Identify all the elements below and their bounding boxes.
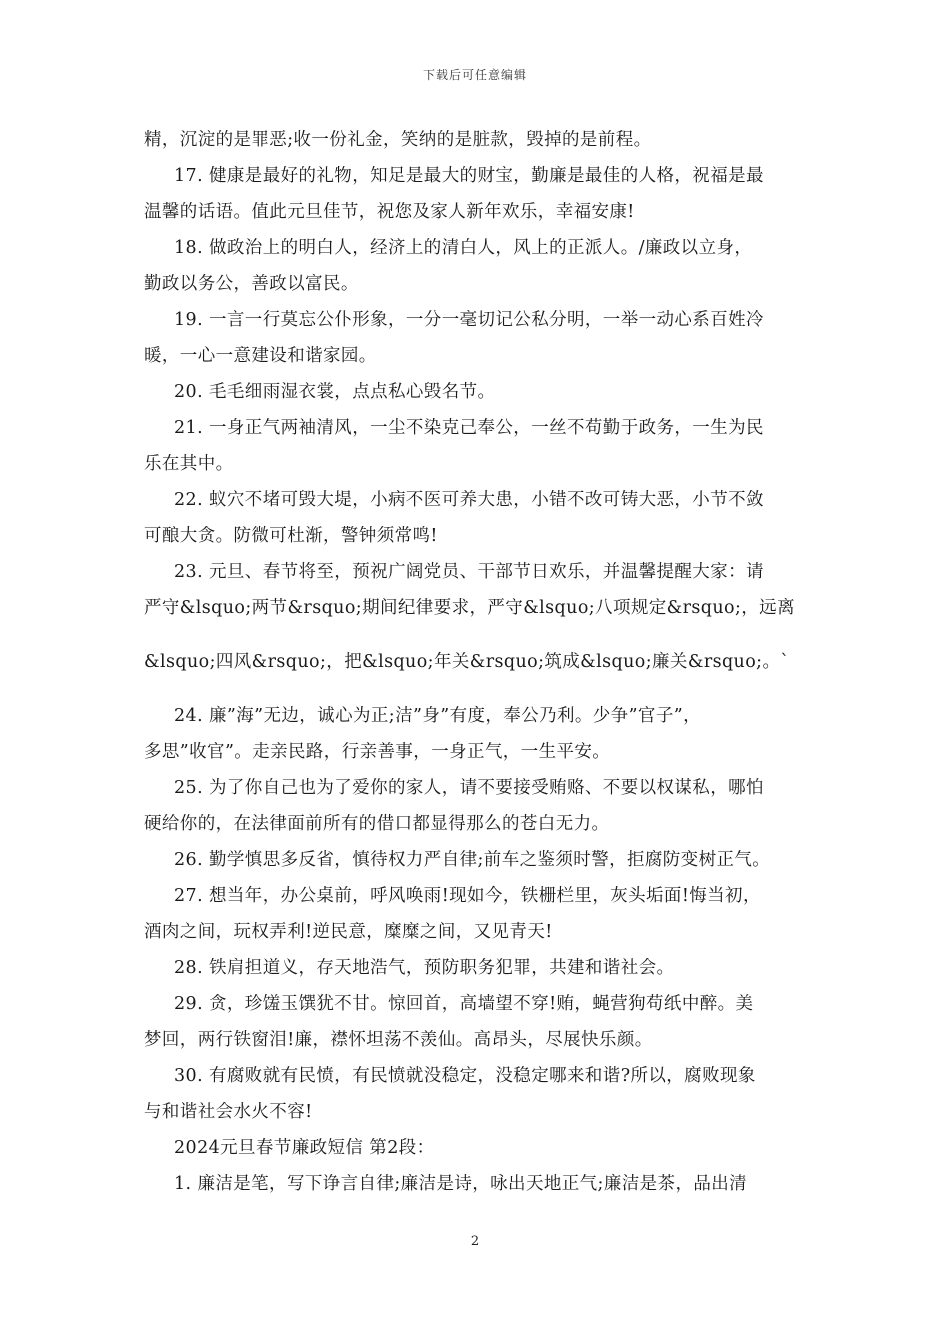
list-item-23-line-3: &lsquo;四风&rsquo;，把&lsquo;年关&rsquo;筑成&lsquo;廉关&rsquo;。`: [144, 652, 790, 672]
list-item-30-line-2: 与和谐社会水火不容!: [144, 1102, 313, 1122]
list-item-1-line-1: 1. 廉洁是笔，写下诤言自律;廉洁是诗，咏出天地正气;廉洁是茶，品出清: [174, 1174, 748, 1194]
list-item-21-line-1: 21. 一身正气两袖清风，一尘不染克己奉公，一丝不苟勤于政务，一生为民: [174, 418, 764, 438]
list-item-30-line-1: 30. 有腐败就有民愤，有民愤就没稳定，没稳定哪来和谐?所以，腐败现象: [174, 1066, 756, 1086]
list-item-22-line-1: 22. 蚁穴不堵可毁大堤，小病不医可养大患，小错不改可铸大恶，小节不敛: [174, 490, 764, 510]
list-item-22-line-2: 可酿大贪。防微可杜渐，警钟须常鸣!: [144, 526, 438, 546]
list-item-29-line-1: 29. 贪，珍馐玉馔犹不甘。惊回首，高墙望不穿!贿，蝇营狗苟纸中醉。美: [174, 994, 754, 1014]
list-item-18-line-1: 18. 做政治上的明白人，经济上的清白人，风上的正派人。/廉政以立身，: [174, 238, 753, 258]
list-item-21-line-2: 乐在其中。: [144, 454, 234, 474]
list-item-27-line-2: 酒肉之间，玩权弄利!逆民意，糜糜之间，又见青天!: [144, 922, 553, 942]
page-number: 2: [470, 1234, 480, 1249]
list-item-23-line-2: 严守&lsquo;两节&rsquo;期间纪律要求，严守&lsquo;八项规定&rsquo;，远离: [144, 598, 795, 618]
list-item-20: 20. 毛毛细雨湿衣裳，点点私心毁名节。: [174, 382, 496, 402]
list-item-23-line-1: 23. 元旦、春节将至，预祝广阔党员、干部节日欢乐，并温馨提醒大家：请: [174, 562, 764, 582]
list-item-25-line-1: 25. 为了你自己也为了爱你的家人，请不要接受贿赂、不要以权谋私，哪怕: [174, 778, 764, 798]
document-body: [144, 122, 810, 1202]
list-item-25-line-2: 硬给你的，在法律面前所有的借口都显得那么的苍白无力。: [144, 814, 610, 834]
list-item-19-line-2: 暖，一心一意建设和谐家园。: [144, 346, 377, 366]
list-item-19-line-1: 19. 一言一行莫忘公仆形象，一分一毫切记公私分明，一举一动心系百姓冷: [174, 310, 764, 330]
list-item-24-line-1: 24. 廉”海”无边，诚心为正;洁”身”有度，奉公乃利。少争”官子”，: [174, 706, 701, 726]
list-item-26: 26. 勤学慎思多反省，慎待权力严自律;前车之鉴须时警，拒腐防变树正气。: [174, 850, 771, 870]
list-item-28: 28. 铁肩担道义，存天地浩气，预防职务犯罪，共建和谐社会。: [174, 958, 675, 978]
list-item-29-line-2: 梦回，两行铁窗泪!廉，襟怀坦荡不羡仙。高昂头，尽展快乐颜。: [144, 1030, 653, 1050]
page-header: 下载后可任意编辑: [422, 68, 527, 82]
list-item-17-line-2: 温馨的话语。值此元旦佳节，祝您及家人新年欢乐，幸福安康!: [144, 202, 635, 222]
section-heading: 2024元旦春节廉政短信 第2段：: [174, 1138, 435, 1158]
list-item-27-line-1: 27. 想当年，办公桌前，呼风唤雨!现如今，铁栅栏里，灰头垢面!悔当初，: [174, 886, 761, 906]
text-line: 精，沉淀的是罪恶;收一份礼金，笑纳的是脏款，毁掉的是前程。: [144, 130, 652, 150]
list-item-24-line-2: 多思”收官”。走亲民路，行亲善事，一身正气，一生平安。: [144, 742, 611, 762]
list-item-17-line-1: 17. 健康是最好的礼物，知足是最大的财宝，勤廉是最佳的人格，祝福是最: [174, 166, 764, 186]
list-item-18-line-2: 勤政以务公，善政以富民。: [144, 274, 359, 294]
